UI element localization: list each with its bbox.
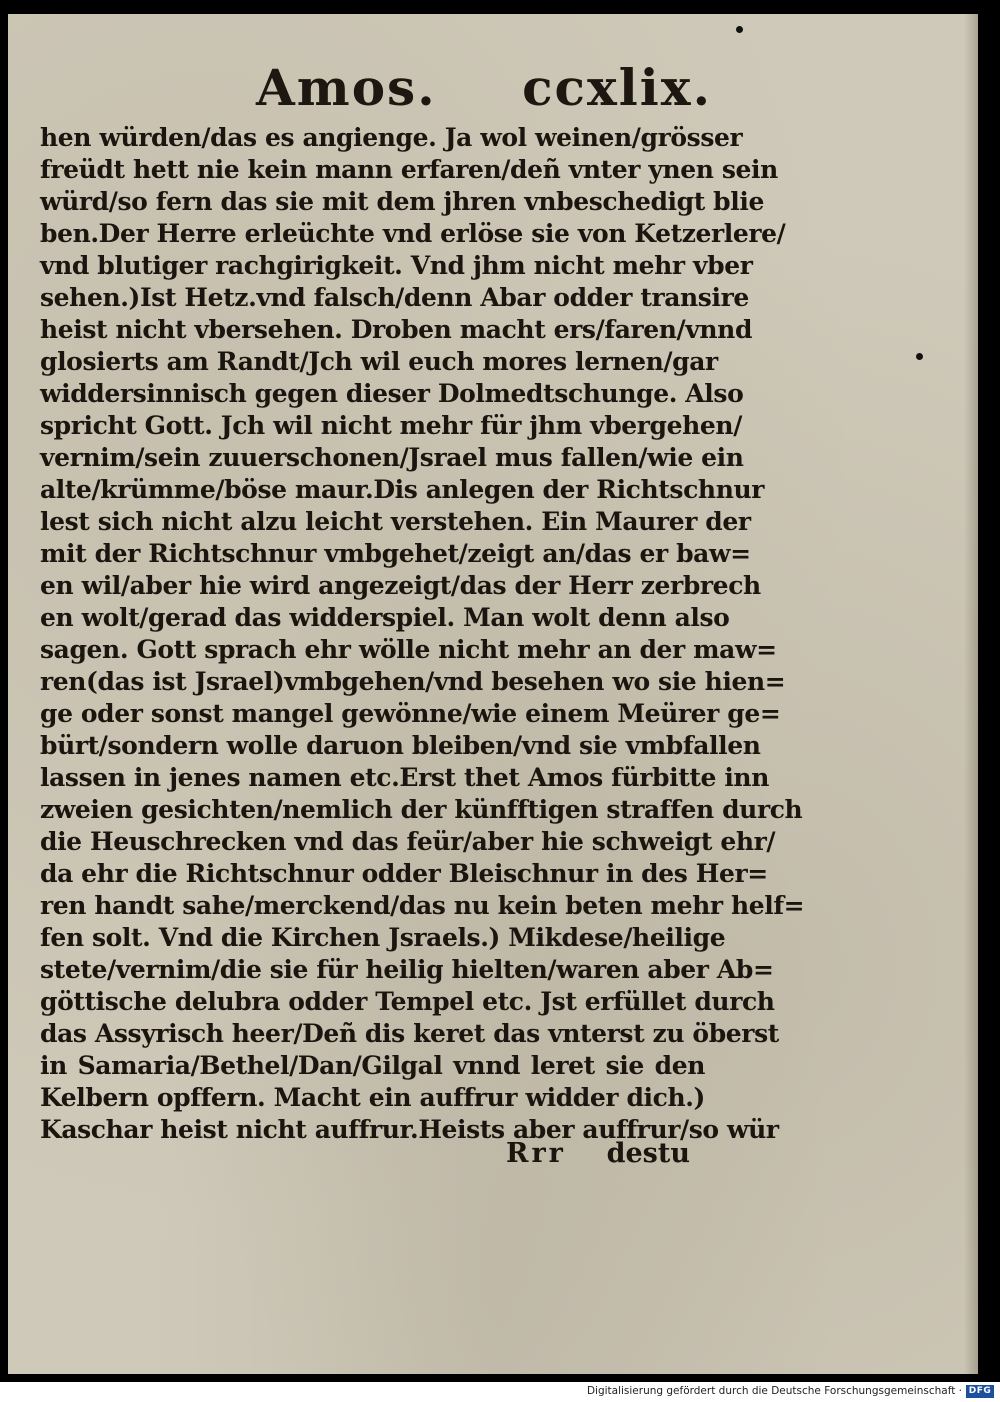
text-line: da ehr die Richtschnur odder Bleischnur in des Her= [40, 859, 768, 888]
book-page [8, 14, 978, 1374]
page-header [256, 58, 712, 128]
text-line: alte/krümme/böse maur.Dis anlegen der Richtschnur [40, 475, 765, 504]
text-line: in Samaria/Bethel/Dan/Gilgal vnnd leret sie den [40, 1051, 705, 1080]
text-line: mit der Richtschnur vmbgehet/zeigt an/das er baw= [40, 539, 751, 568]
text-line: Kaschar heist nicht auffrur.Heists aber auffrur/so wür [40, 1115, 779, 1144]
text-line: ge oder sonst mangel gewönne/wie einem Meürer ge= [40, 699, 781, 728]
text-line: ren(das ist Jsrael)vmbgehen/vnd besehen wo sie hien= [40, 667, 786, 696]
folio-number: ccxlix. [522, 58, 712, 117]
text-line: vnd blutiger rachgirigkeit. Vnd jhm nicht mehr vber [40, 251, 753, 280]
text-line: ben.Der Herre erleüchte vnd erlöse sie von Ketzerlere/ [40, 219, 786, 248]
text-line: heist nicht vbersehen. Droben macht ers/faren/vnnd [40, 315, 753, 344]
credit-text: Digitalisierung gefördert durch die Deutsche Forschungsgemeinschaft · [586, 1385, 962, 1397]
text-line: würd/so fern das sie mit dem jhren vnbeschedigt blie [40, 187, 764, 216]
page-edge-shadow [964, 14, 978, 1374]
running-title: Amos. [256, 58, 437, 117]
body-text [40, 122, 805, 1146]
text-line: widdersinnisch gegen dieser Dolmedtschunge. Also [40, 379, 744, 408]
text-line: bürt/sondern wolle daruon bleiben/vnd sie vmbfallen [40, 731, 761, 760]
text-line: stete/vernim/die sie für heilig hielten/waren aber Ab= [40, 955, 774, 984]
ink-speck [916, 353, 923, 360]
text-line: freüdt hett nie kein mann erfaren/deñ vnter ynen sein [40, 155, 778, 184]
text-line: die Heuschrecken vnd das feür/aber hie schweigt ehr/ [40, 827, 776, 856]
text-line: sagen. Gott sprach ehr wölle nicht mehr an der maw= [40, 635, 777, 664]
dfg-logo: DFG [966, 1385, 994, 1398]
text-line: das Assyrisch heer/Deñ dis keret das vnterst zu öberst [40, 1019, 779, 1048]
catchword: destu [606, 1138, 690, 1169]
text-line: zweien gesichten/nemlich der künfftigen straffen durch [40, 795, 803, 824]
text-line: göttische delubra odder Tempel etc. Jst erfüllet durch [40, 987, 775, 1016]
text-line: spricht Gott. Jch wil nicht mehr für jhm vbergehen/ [40, 411, 742, 440]
credit-bar [0, 1382, 1000, 1402]
text-line: en wil/aber hie wird angezeigt/das der Herr zerbrech [40, 571, 761, 600]
text-line: fen solt. Vnd die Kirchen Jsraels.) Mikdese/heilige [40, 923, 726, 952]
signature-mark: Rrr [506, 1138, 566, 1169]
text-line: ren handt sahe/merckend/das nu kein beten mehr helf= [40, 891, 805, 920]
text-line: sehen.)Ist Hetz.vnd falsch/denn Abar odder transire [40, 283, 749, 312]
text-line: lassen in jenes namen etc.Erst thet Amos fürbitte inn [40, 763, 769, 792]
text-line: en wolt/gerad das widderspiel. Man wolt denn also [40, 603, 730, 632]
text-line: vernim/sein zuuerschonen/Jsrael mus fallen/wie ein [40, 443, 744, 472]
page-footer [40, 1138, 690, 1178]
text-line: Kelbern opffern. Macht ein auffrur widder dich.) [40, 1083, 705, 1112]
ink-speck [736, 26, 743, 33]
text-line: glosierts am Randt/Jch wil euch mores lernen/gar [40, 347, 718, 376]
text-line: hen würden/das es angienge. Ja wol weinen/grösser [40, 123, 743, 152]
text-line: lest sich nicht alzu leicht verstehen. Ein Maurer der [40, 507, 751, 536]
